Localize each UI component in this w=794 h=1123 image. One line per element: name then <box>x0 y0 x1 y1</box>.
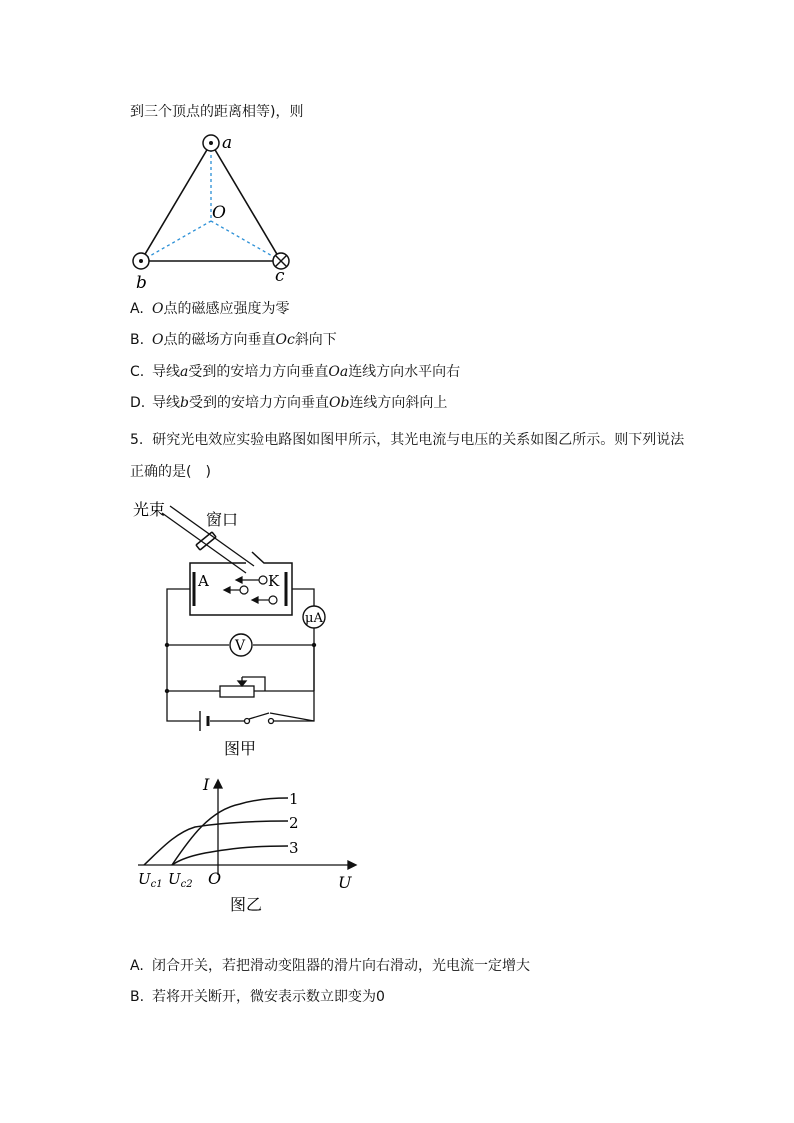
q5-iu-chart <box>130 770 370 920</box>
q4-option-d <box>130 393 447 413</box>
curve-1 <box>172 798 288 865</box>
option-text: 若将开关断开，微安表示数立即变为0 <box>152 989 385 1005</box>
microammeter-label: μA <box>305 611 323 626</box>
option-text: 导线 <box>152 364 180 380</box>
option-math: Oa <box>328 364 349 380</box>
curve-2-label: 2 <box>289 814 299 832</box>
label-b: b <box>136 273 147 293</box>
option-math: O <box>152 332 164 348</box>
option-text: 受到的安培力方向垂直 <box>188 364 329 380</box>
uc2-label: $U_{c2}$ <box>168 870 193 890</box>
option-math: b <box>180 395 189 411</box>
option-text: 受到的安培力方向垂直 <box>188 395 329 411</box>
origin-label: O <box>208 869 222 888</box>
q5-circuit-figure <box>120 495 340 765</box>
option-math: Ob <box>328 395 350 411</box>
option-letter: D. <box>130 395 146 411</box>
q5-option-b <box>130 987 385 1007</box>
curve-1-label: 1 <box>289 790 299 808</box>
option-text: 点的磁场方向垂直 <box>163 332 276 348</box>
option-math: O <box>152 301 164 317</box>
q4-triangle-figure <box>120 128 320 298</box>
option-text: 斜向下 <box>294 332 337 348</box>
window-label: 窗口 <box>206 510 239 529</box>
junction-dot <box>165 689 169 693</box>
fig2-caption: 图乙 <box>230 895 263 914</box>
label-c: c <box>275 266 285 286</box>
battery-icon <box>200 711 208 731</box>
junction-dot <box>165 643 169 647</box>
q5-stem <box>130 424 690 488</box>
q5-number: 5. <box>130 432 144 448</box>
switch-icon <box>245 713 274 724</box>
anode-label: A <box>198 572 209 590</box>
option-text: 闭合开关，若把滑动变阻器的滑片向右滑动，光电流一定增大 <box>152 958 530 974</box>
q4-option-c <box>130 362 460 382</box>
q5-option-a <box>130 956 530 976</box>
option-text: 连线方向斜向上 <box>349 395 448 411</box>
option-math: a <box>180 364 189 380</box>
voltmeter-label: V <box>235 638 246 654</box>
label-O: O <box>212 203 226 223</box>
curve-3-label: 3 <box>289 839 299 857</box>
y-axis-label: I <box>203 775 210 794</box>
option-math: Oc <box>275 332 295 348</box>
cathode-label: K <box>268 572 280 590</box>
option-letter: C. <box>130 364 145 380</box>
rheostat-icon <box>220 677 265 697</box>
option-letter: A. <box>130 301 144 317</box>
x-axis-label: U <box>338 873 352 892</box>
wire-a-out-icon <box>203 135 219 151</box>
option-letter: B. <box>130 989 145 1005</box>
option-text: 导线 <box>152 395 180 411</box>
label-a: a <box>222 133 233 153</box>
q4-option-b <box>130 330 337 350</box>
q5-stem-text: 研究光电效应实验电路图如图甲所示，其光电流与电压的关系如图乙所示。则下列说法正确的是( ) <box>130 432 685 480</box>
curve-3 <box>172 846 288 865</box>
fig1-caption: 图甲 <box>224 739 257 758</box>
axes <box>138 780 356 875</box>
q4-stem-tail: 到三个顶点的距离相等)，则 <box>130 104 304 120</box>
option-text: 点的磁感应强度为零 <box>163 301 290 317</box>
uc1-label: $U_{c1}$ <box>138 870 163 890</box>
center-lines <box>141 143 281 261</box>
option-text: 连线方向水平向右 <box>348 364 461 380</box>
junction-dot <box>312 643 316 647</box>
option-letter: A. <box>130 958 144 974</box>
wire-b-out-icon <box>133 253 149 269</box>
iv-curves <box>144 798 288 865</box>
triangle-edges <box>141 143 281 261</box>
light-label: 光束 <box>133 500 166 519</box>
curve-2 <box>144 821 288 865</box>
q4-option-a <box>130 299 289 319</box>
option-letter: B. <box>130 332 145 348</box>
